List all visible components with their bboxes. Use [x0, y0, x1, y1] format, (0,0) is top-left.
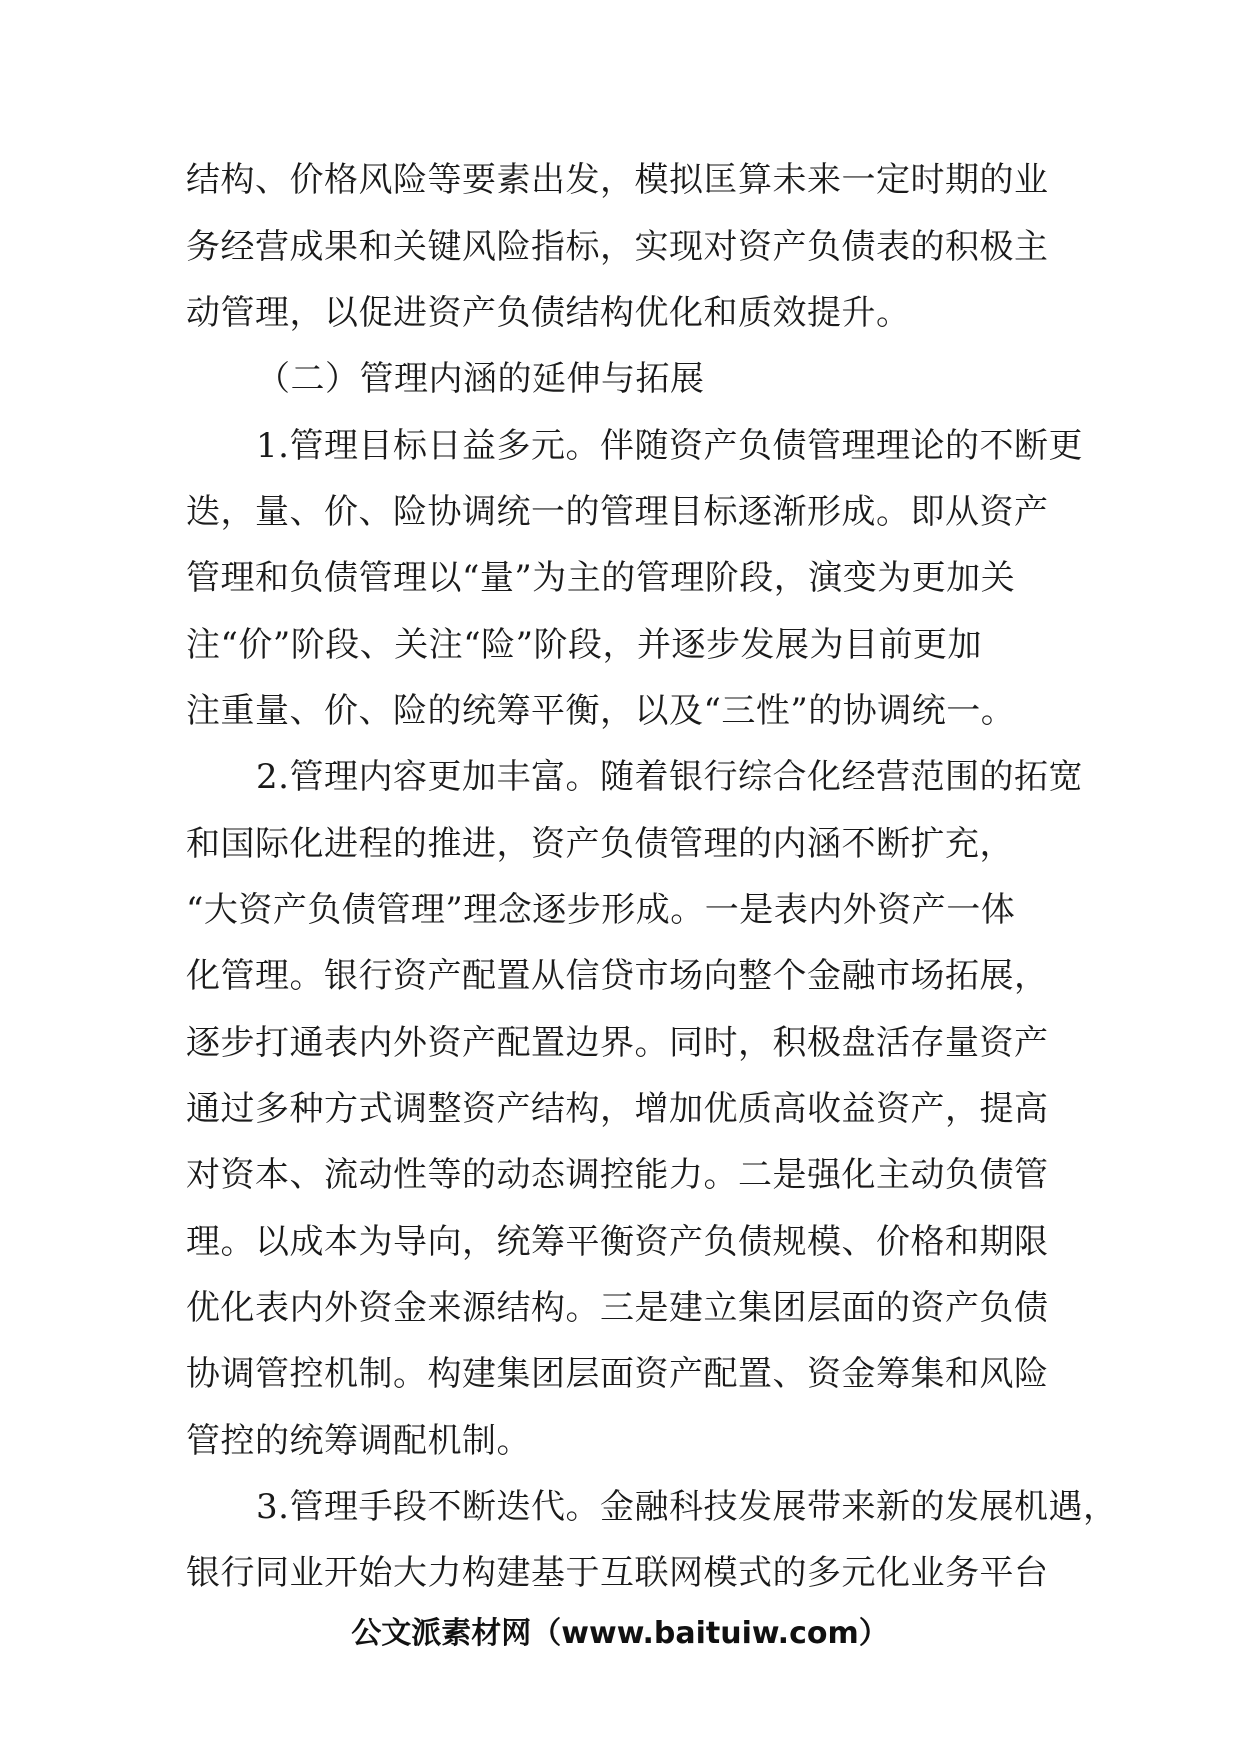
text-line: 结构、价格风险等要素出发，模拟匡算未来一定时期的业 — [186, 160, 1049, 200]
text-line: 注重量、价、险的统筹平衡，以及“三性”的协调统一。 — [186, 691, 1016, 731]
text-line: 化管理。银行资产配置从信贷市场向整个金融市场拓展， — [186, 956, 1049, 996]
text-line: 协调管控机制。构建集团层面资产配置、资金筹集和风险 — [186, 1354, 1049, 1394]
text-line: 优化表内外资金来源结构。三是建立集团层面的资产负债 — [186, 1288, 1049, 1328]
text-line: 3.管理手段不断迭代。金融科技发展带来新的发展机遇， — [256, 1487, 1118, 1527]
text-line: 对资本、流动性等的动态调控能力。二是强化主动负债管 — [186, 1155, 1049, 1195]
text-line: 动管理，以促进资产负债结构优化和质效提升。 — [186, 293, 911, 333]
text-line: 迭，量、价、险协调统一的管理目标逐渐形成。即从资产 — [186, 492, 1049, 532]
text-line: 理。以成本为导向，统筹平衡资产负债规模、价格和期限 — [186, 1222, 1049, 1262]
page-footer-watermark: 公文派素材网（www.baituiw.com） — [351, 1616, 889, 1651]
text-line: 逐步打通表内外资产配置边界。同时，积极盘活存量资产 — [186, 1023, 1049, 1063]
section-heading: （二）管理内涵的延伸与拓展 — [256, 359, 705, 399]
text-line: 银行同业开始大力构建基于互联网模式的多元化业务平台 — [186, 1553, 1049, 1593]
text-line: “大资产负债管理”理念逐步形成。一是表内外资产一体 — [186, 890, 1016, 930]
text-line: 务经营成果和关键风险指标，实现对资产负债表的积极主 — [186, 227, 1049, 267]
text-line: 管控的统筹调配机制。 — [186, 1421, 531, 1461]
text-line: 管理和负债管理以“量”为主的管理阶段，演变为更加关 — [186, 558, 1016, 598]
text-line: 2.管理内容更加丰富。随着银行综合化经营范围的拓宽 — [256, 757, 1083, 797]
text-line: 注“价”阶段、关注“险”阶段，并逐步发展为目前更加 — [186, 625, 983, 665]
text-line: 和国际化进程的推进，资产负债管理的内涵不断扩充， — [186, 824, 1014, 864]
text-line: 通过多种方式调整资产结构，增加优质高收益资产，提高 — [186, 1089, 1049, 1129]
text-line: 1.管理目标日益多元。伴随资产负债管理理论的不断更 — [256, 426, 1083, 466]
